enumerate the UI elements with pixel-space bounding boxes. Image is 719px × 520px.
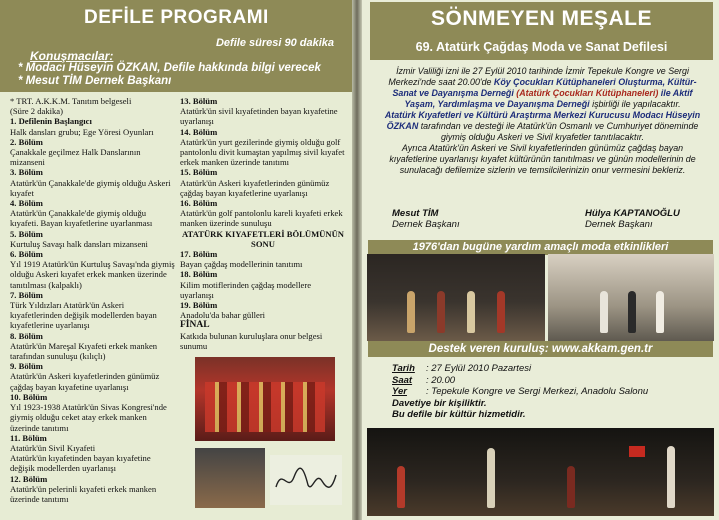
event-banner [370, 2, 713, 60]
speakers-heading: Konuşmacılar: [30, 49, 114, 63]
culture-note: Bu defile bir kültür hizmetidir. [392, 409, 526, 420]
section-heading: 13. Bölüm [180, 96, 218, 106]
intro-line: * TRT. A.K.K.M. Tanıtım belgeseli [10, 96, 132, 106]
section-text: Halk dansları grubu; Ege Yöresi Oyunları [10, 126, 154, 137]
description-text: İzmir Valiliği izni ile 27 Eylül 2010 tarihinde İzmir Tepekule Kongre ve Sergi Merkezi'nde saat 20.00'de [388, 66, 689, 87]
section-heading: 17. Bölüm [180, 249, 218, 260]
folk-dance-photo [195, 357, 335, 441]
program-column-2 [180, 96, 346, 351]
section-heading: 19. Bölüm [180, 300, 218, 311]
section-text: Bayan çağdaş modellerinin tanıtımı [180, 259, 303, 270]
section-text: Türk Yıldızları Atatürk'ün Askeri kıyafetlerinden değişik modellerden bayan kıyafetlerine uyarlanışı [10, 300, 157, 331]
association-alias: (Atatürk Çocukları Kütüphaneleri) [513, 88, 659, 98]
date-label: Tarih [392, 363, 415, 374]
section-heading: 5. Bölüm [10, 228, 43, 239]
event-description [380, 66, 705, 176]
time-label: Saat [392, 374, 413, 386]
section-text: Çanakkale geçilmez Halk Danslarının mizanseni [10, 147, 141, 168]
flag-icon [629, 446, 645, 457]
section-text: Atatürk'ün sivil kıyafetinden bayan kıyafetine uyarlanışı [180, 106, 338, 127]
section-text: Atatürk'ün pelerinli kıyafeti erkek manken üzerinde tanıtımı [10, 483, 157, 504]
event-details [392, 363, 648, 421]
signatory-1 [392, 208, 460, 230]
place-label: Yer [392, 386, 407, 397]
section-heading: 11. Bölüm [10, 432, 47, 443]
program-duration: Defile süresi 90 dakika [215, 37, 334, 49]
section-heading: 8. Bölüm [10, 330, 43, 341]
invitation-text: Ayrıca Atatürk'ün Askeri ve Sivil kıyafetlerinden günümüz çağdaş bayan kıyafetlerine uyarlanışı kıyafet kültürünün tanıtılması ve günün modellerinin de sunulacağı defilemize sizlerin ve temsilcilerinizin onur vermesini bekleriz. [389, 143, 696, 175]
association-name: Köy Çocukları Kütüphaneleri Oluşturma, Kültür-Sanat ve Dayanışma Derneği [392, 77, 697, 98]
events-strip: 1976'dan bugüne yardım amaçlı moda etkinlikleri [368, 240, 713, 255]
section-heading: 10. Bölüm [10, 391, 48, 402]
section-text: Atatürk'ün Askeri kıyafetlerinden günümüz çağdaş bayan kıyafetlerine uyarlanışı [180, 177, 330, 198]
invite-note: Davetiye bir kişiliktir. [392, 397, 487, 409]
intro-duration: (Süre 2 dakika) [10, 106, 63, 117]
event-title: SÖNMEYEN MEŞALE [430, 7, 653, 30]
section-text: Yıl 1923-1938 Atatürk'ün Sivas Kongresi'nde giymiş olduğu ceket atay erkek manken üzerinde tanıtımı [10, 402, 167, 433]
section-heading: 16. Bölüm [180, 198, 218, 209]
signature-image [270, 455, 342, 505]
time-value: : 20.00 [426, 374, 456, 386]
section-text: Kilim motiflerinden çağdaş modellere uyarlanışı [180, 279, 312, 300]
date-value: : 27 Eylül 2010 Pazartesi [426, 363, 532, 374]
signatory-2 [585, 208, 680, 230]
section-heading: 18. Bölüm [180, 269, 218, 280]
speaker-2: * Mesut TİM Dernek Başkanı [18, 75, 172, 87]
program-title: DEFİLE PROGRAMI [84, 7, 269, 28]
section-text: Atatürk'ün yurt gezilerinde giymiş olduğu golf pantolonlu divit kumaştan yapılmış sivil kıyafet erkek manken üzerinde tanıtımı [180, 136, 345, 168]
signatory-role: Dernek Başkanı [392, 219, 460, 230]
section-text: Atatürk'ün Çanakkale'de giymiş olduğu kıyafeti. Bayan kıyafetlerine uyarlanması [10, 208, 153, 229]
section-text: Atatürk'ün Çanakkale'de giymiş olduğu Askeri kıyafet [10, 177, 171, 198]
section-heading: 3. Bölüm [10, 167, 43, 178]
runway-photo-1 [367, 254, 545, 341]
section-text: Atatürk'ün Mareşal Kıyafeti erkek manken tarafından sunuluşu (kılıçlı) [10, 340, 158, 362]
signatory-name: Hülya KAPTANOĞLU [585, 208, 680, 219]
section-heading: 7. Bölüm [10, 289, 43, 300]
partner-association: ile Aktif Yaşam, Yardımlaşma ve Dayanışma Derneği [404, 88, 693, 109]
section-text: Yıl 1919 Atatürk'ün Kurtuluş Savaşı'nda giymiş olduğu Askeri kıyafet erkek manken üzerinde tanıtılması (kalpaklı) [10, 259, 175, 290]
program-column-1 [10, 96, 176, 504]
section-text: Atatürk'ün kıyafetinden bayan kıyafetine değişik modellerden uyarlanışı [10, 453, 151, 474]
section-heading: 2. Bölüm [10, 136, 43, 147]
section-heading: 15. Bölüm [180, 167, 218, 178]
final-text: Katkıda bulunan kuruluşlara onur belgesi sunumu [180, 330, 323, 351]
event-subtitle: 69. Atatürk Çağdaş Moda ve Sanat Defilesi [415, 40, 668, 54]
designer-credit: Atatürk Kıyafetleri ve Kültürü Araştırma Merkezi Kurucusu Modacı Hüseyin ÖZKAN [384, 110, 701, 131]
signatory-name: Mesut TİM [392, 208, 439, 219]
section-text: Kurtuluş Savaşı halk dansları mizanseni [10, 238, 148, 249]
section-text: Anadolu'da bahar gülleri [180, 310, 266, 321]
runway-photo-2 [548, 254, 714, 341]
stage-photo [367, 428, 714, 516]
signature-icon [274, 463, 338, 497]
program-banner [0, 0, 352, 92]
section-heading: 4. Bölüm [10, 198, 43, 209]
section-text: Atatürk'ün Askeri kıyafetlerinden günümüz çağdaş bayan kıyafetine uyarlanışı [10, 371, 160, 392]
portrait-photo [195, 448, 265, 508]
sponsor-strip: Destek veren kuruluş: www.akkam.gen.tr [368, 341, 713, 357]
page-fold [352, 0, 362, 520]
speaker-1: * Modacı Hüseyin ÖZKAN, Defile hakkında bilgi verecek [18, 62, 321, 74]
section-text: Atatürk'ün Sivil Kıyafeti [10, 442, 96, 453]
section-heading: 12. Bölüm [10, 473, 48, 484]
section-text: Atatürk'ün golf pantolonlu kareli kıyafeti erkek manken üzerinde sunuluşu [180, 208, 343, 229]
description-text: işbirliği ile yapılacaktır. [589, 99, 681, 109]
section-heading: 1. Defilenin Başlangıcı [10, 116, 92, 127]
place-value: : Tepekule Kongre ve Sergi Merkezi, Anadolu Salonu [426, 386, 649, 397]
section-heading: 6. Bölüm [10, 249, 43, 260]
section-heading: 9. Bölüm [10, 361, 43, 372]
final-heading: FİNAL [180, 320, 210, 331]
ataturk-section-end: ATATÜRK KIYAFETLERİ BÖLÜMÜNÜN SONU [181, 228, 345, 249]
signatory-role: Dernek Başkanı [585, 219, 653, 230]
description-text: tarafından ve desteği ile Atatürk'ün Osmanlı ve Cumhuriyet döneminde giymiş olduğu Askeri ve Sivil kıyafetler tanıtılacaktır. [418, 121, 699, 142]
section-heading: 14. Bölüm [180, 126, 218, 137]
